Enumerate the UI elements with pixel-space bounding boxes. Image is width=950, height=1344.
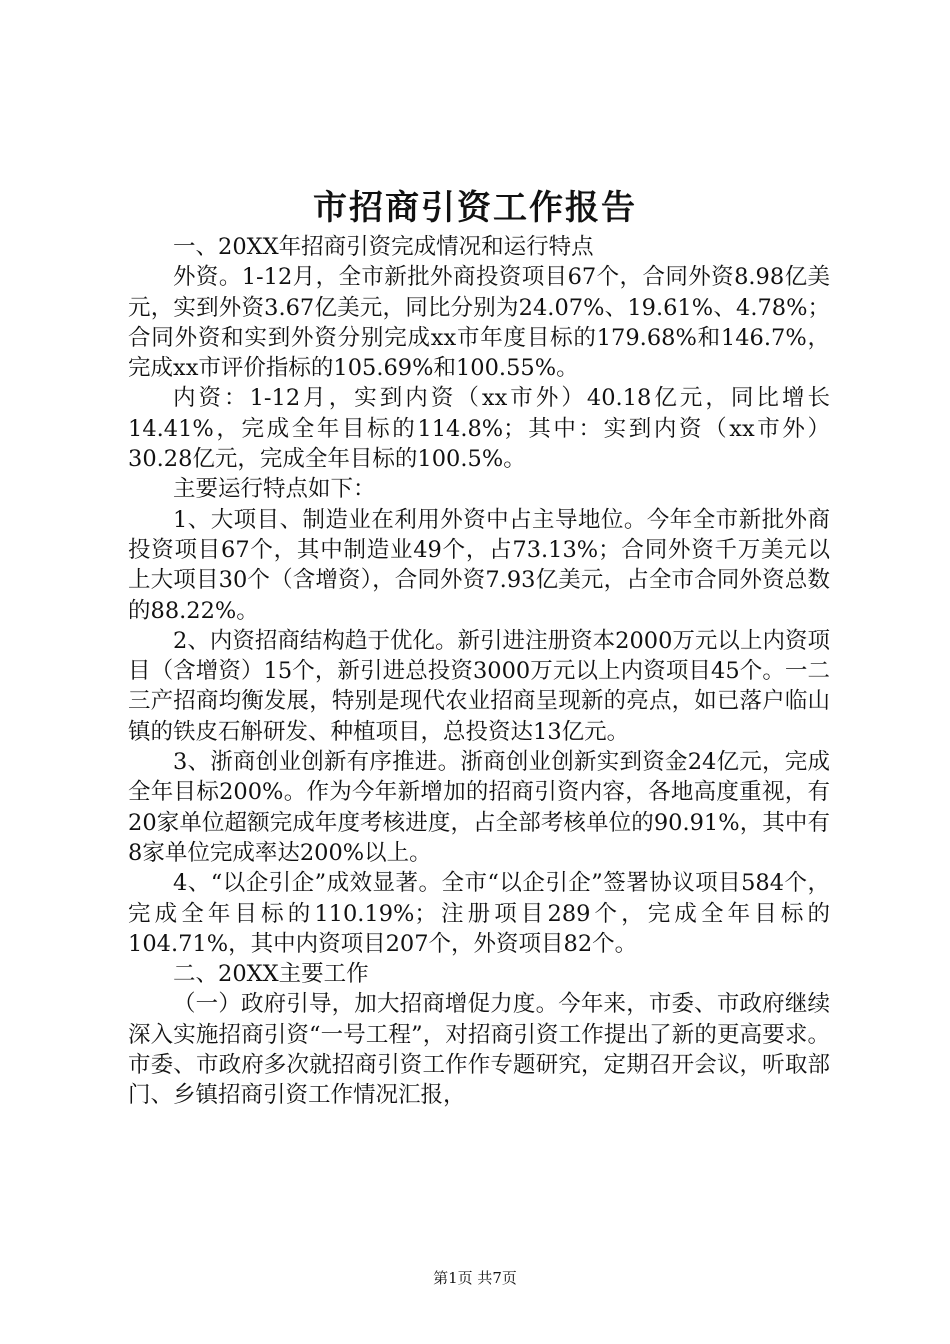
document-body	[128, 232, 830, 1111]
paragraph-foreign-investment: 外资。1-12月，全市新批外商投资项目67个，合同外资8.98亿美元，实到外资3.67亿美元，同比分别为24.07%、19.61%、4.78%；合同外资和实到外资分别完成xx市年度目标的179.68%和146.7%，完成xx市评价指标的105.69%和100.55%。	[128, 264, 830, 382]
paragraph-domestic-investment: 内资：1-12月，实到内资（xx市外）40.18亿元，同比增长14.41%，完成全年目标的114.8%；其中：实到内资（xx市外）30.28亿元，完成全年目标的100.5%。	[128, 385, 830, 473]
paragraph-feature-4: 4、“以企引企”成效显著。全市“以企引企”签署协议项目584个，完成全年目标的110.19%；注册项目289个，完成全年目标的104.71%，其中内资项目207个，外资项目82个。	[128, 870, 830, 957]
page-footer: 第1页 共7页	[433, 1269, 517, 1287]
paragraph-feature-3: 3、浙商创业创新有序推进。浙商创业创新实到资金24亿元，完成全年目标200%。作为今年新增加的招商引资内容，各地高度重视，有20家单位超额完成年度考核进度，占全部考核单位的90.91%，其中有8家单位完成率达200%以上。	[128, 749, 830, 866]
paragraph-government-guidance: （一）政府引导，加大招商增促力度。今年来，市委、市政府继续深入实施招商引资“一号工程”，对招商引资工作提出了新的更高要求。市委、市政府多次就招商引资工作作专题研究，定期召开会议，听取部门、乡镇招商引资工作情况汇报，	[128, 991, 830, 1109]
paragraph-feature-2: 2、内资招商结构趋于优化。新引进注册资本2000万元以上内资项目（含增资）15个，新引进总投资3000万元以上内资项目45个。一二三产招商均衡发展，特别是现代农业招商呈现新的亮点，如已落户临山镇的铁皮石斛研发、种植项目，总投资达13亿元。	[128, 627, 830, 745]
document-title: 市招商引资工作报告	[313, 188, 637, 228]
section-heading-1: 一、20XX年招商引资完成情况和运行特点	[173, 234, 594, 260]
section-heading-2: 二、20XX主要工作	[173, 961, 369, 988]
paragraph-main-features-intro: 主要运行特点如下：	[173, 476, 376, 503]
paragraph-feature-1: 1、大项目、制造业在利用外资中占主导地位。今年全市新批外商投资项目67个，其中制造业49个，占73.13%；合同外资千万美元以上大项目30个（含增资），合同外资7.93亿美元，占全市合同外资总数的88.22%。	[128, 506, 830, 624]
